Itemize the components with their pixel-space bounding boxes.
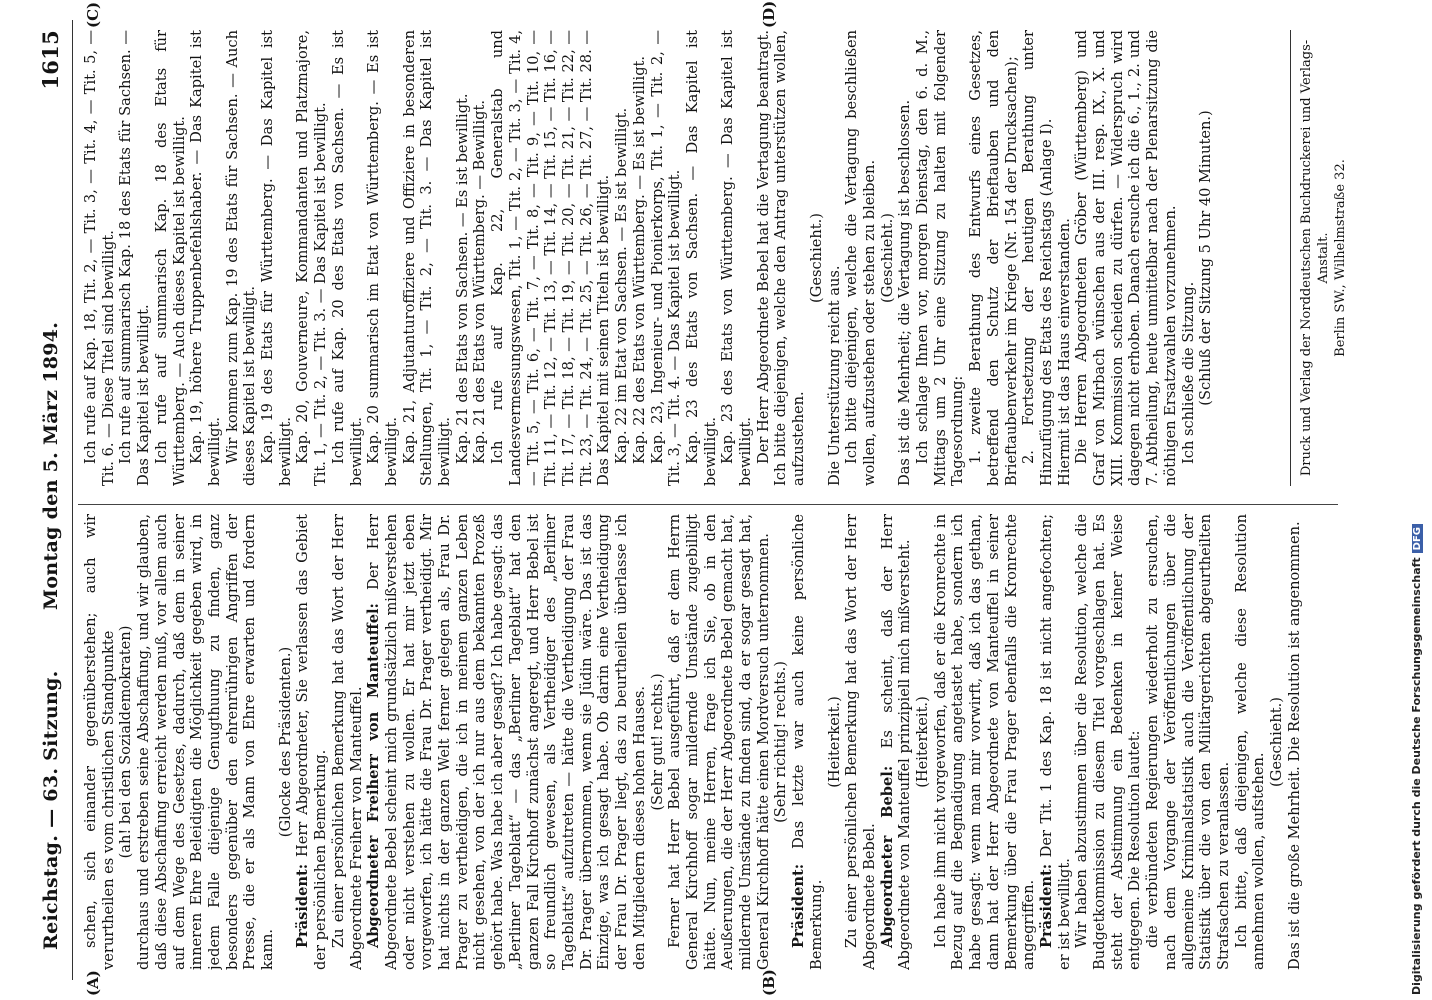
paragraph-text: Kap. 23 des Etats von Württemberg. — Das Kapitel ist bewilligt.	[719, 30, 755, 486]
paragraph-text: (Heiterkeit.)	[825, 696, 843, 788]
paragraph	[1073, 514, 1144, 970]
paragraph-text: Ich bitte, daß diejenigen, welche diese Resolution annehmen wollen, aufstehen.	[1232, 514, 1268, 970]
paragraph-text: Zu einer persönlichen Bemerkung hat das Wort der Herr Abgeordnete Freiherr von Manteuffel.	[329, 514, 365, 970]
paragraph-text: Wir haben abzustimmen über die Resolution, welche die Budgetkommission zu diesem Titel vorgeschlagen hat. Es steht der Abstimmung ein Bedenken in keiner Weise entgegen. Die Resolution lautet:	[1073, 514, 1144, 970]
speaker-label: Abgeordneter Freiherr von Manteuffel:	[365, 603, 383, 948]
paragraph	[666, 514, 772, 970]
credit-text: Digitalisierung gefördert durch die Deutsche Forschungsgemeinschaft	[1410, 557, 1423, 995]
paragraph-text: Kap. 19, höhere Truppenbefehlshaber. — Das Kapitel ist bewilligt.	[188, 30, 223, 486]
paragraph	[719, 30, 754, 486]
paragraph-text: Zu einer persönlichen Bemerkung hat das Wort der Herr Abgeordnete Bebel.	[843, 514, 878, 970]
right-column	[82, 30, 1322, 486]
dfg-logo: DFG	[1412, 524, 1423, 553]
paragraph	[401, 30, 454, 486]
paragraph-text: durchaus und erstreben seine Abschaffung, und wir glauben, daß diese Abschaffung erreicht werden muß, vor allem auch auf dem Wege des Gesetzes, dadurch, daß dem in seiner inneren Ehre Beleidigten die Möglichkeit gegeben wird, in jedem Falle diejenige Genugthuung zu finden, ganz besonders gegenüber den ehrenrührigen Angriffen der Presse, die er als Mann von Ehre erwarten und fordern kann.	[135, 514, 277, 970]
paragraph	[224, 30, 259, 486]
header-left: Reichstag. — 63. Sitzung.	[40, 670, 62, 950]
paragraph-text: Die Herren Abgeordneten Gröber (Württemberg) und Graf von Mirbach wünschen aus der III. resp. IX., X. und XIII. Kommission scheiden zu dürfen. — Widerspruch wird dagegen nicht erhoben. Danach ersuche ich die 6., 1., 2. und 7. Abtheilung, heute unmittelbar nach der Plenarsitzung die nöthigen Ersatzwahlen vorzunehmen.	[1073, 30, 1179, 486]
paragraph	[259, 30, 294, 486]
paragraph-text: Hiermit ist das Haus einverstanden.	[1055, 218, 1073, 486]
paragraph	[613, 30, 631, 486]
paragraph	[454, 30, 472, 486]
paragraph	[914, 30, 967, 486]
paragraph-text: Kap. 21 des Etats von Württemberg. — Bewilligt.	[471, 100, 489, 464]
paragraph	[649, 514, 667, 970]
paragraph-text: Ich rufe auf Kap. 20 des Etats von Sachsen. — Es ist bewilligt.	[329, 30, 365, 486]
paragraph	[826, 30, 844, 486]
paragraph	[117, 30, 152, 486]
paragraph-text: (Geschieht.)	[878, 213, 896, 303]
margin-mark-a: (A)	[84, 970, 102, 996]
paragraph-text: Die Unterstützung reicht aus.	[825, 265, 843, 486]
paragraph-text: Ich rufe auf summarisch Kap. 18 des Etats für Sachsen. — Das Kapitel ist bewilligt.	[117, 30, 153, 486]
paragraph	[365, 514, 648, 970]
paragraph	[1180, 30, 1198, 486]
paragraph	[1233, 514, 1268, 970]
paragraph-text: Kap. 21 des Etats von Sachsen. — Es ist bewilligt.	[453, 93, 471, 464]
paragraph	[1268, 514, 1286, 970]
paragraph	[826, 514, 844, 970]
paragraph-text: Ich rufe auf summarisch Kap. 18 des Etats für Württemberg. — Auch dieses Kapitel ist bewilligt.	[152, 30, 188, 486]
paragraph-text: (Glocke des Präsidenten.)	[276, 646, 294, 838]
imprint	[1298, 30, 1349, 486]
paragraph-text: Kap. 22 des Etats von Württemberg. — Es ist bewilligt.	[630, 55, 648, 464]
paragraph	[153, 30, 188, 486]
paragraph	[365, 30, 400, 486]
paragraph	[1197, 30, 1215, 486]
paragraph-text: 2. Fortsetzung der heutigen Berathung unter Hinzufügung des Etats des Reichstags (Anlage I).	[1020, 30, 1055, 486]
paragraph	[843, 30, 878, 486]
paragraph	[489, 30, 613, 486]
paragraph-text: Der Herr Abgeordnete Bebel hat die Vertagung beantragt. Ich bitte diejenigen, welche den Antrag unterstützen wollen, aufzustehen.	[754, 30, 808, 486]
paragraph-text: Ferner hat Herr Bebel ausgeführt, daß er dem Herrn General Kirchhoff sogar mildernde Umstände zugebilligt hätte. Nun, meine Herren, frage ich Sie, ob in den Aeußerungen, die der Herr Abgeordnete Bebel gemacht hat, mildernde Umstände zu finden sind, da er sogar gesagt hat, General Kirchhoff hätte einen Mordversuch unternommen.	[666, 514, 772, 970]
header-date: Montag den 5. März 1894.	[40, 321, 62, 610]
paragraph-text: Kap. 22 im Etat von Sachsen. — Es ist bewilligt.	[613, 107, 631, 464]
paragraph	[1038, 514, 1073, 970]
speaker-label: Präsident:	[294, 863, 312, 948]
page-number: 1615	[38, 30, 63, 90]
paragraph-text: Kap. 20 summarisch im Etat von Württemberg. — Es ist bewilligt.	[365, 30, 400, 486]
paragraph	[631, 30, 649, 486]
paragraph-text: Ich rufe auf Kap. 18, Tit. 2, — Tit. 3, — Tit. 4, — Tit. 5, — Tit. 6. — Diese Titel sind bewilligt.	[82, 30, 117, 486]
paragraph	[277, 514, 295, 970]
page-header	[38, 20, 68, 980]
paragraph	[932, 514, 1038, 970]
paragraph	[649, 30, 684, 486]
column-divider	[78, 504, 1338, 505]
paragraph	[1056, 30, 1074, 486]
paragraph	[294, 30, 329, 486]
paragraph-text: (Sehr gut! rechts.)	[648, 673, 666, 811]
paragraph-text: Kap. 20, Gouverneure, Kommandanten und Platzmajore, Tit. 1, — Tit. 2, — Tit. 3. — Das Kapitel ist bewilligt.	[294, 30, 330, 486]
paragraph-text: (Heiterkeit.)	[914, 696, 932, 788]
paragraph-text: Ich rufe auf Kap. 22, Generalstab und Landesvermessungswesen, Tit. 1, — Tit. 2, — Tit. 3, — Tit. 4, — Tit. 5, — Tit. 6, — Tit. 7, — Tit. 8, — Tit. 9, — Tit. 10, — Tit. 11, — Tit. 12, — Tit. 13, — Tit. 14, — Tit. 15, — Tit. 16, — Tit. 17, — Tit. 18, — Tit. 19, — Tit. 20, — Tit. 21, — Tit. 22, — Tit. 23, — Tit. 24, — Tit. 25, — Tit. 26, — Tit. 27, — Tit. 28. — Das Kapitel mit seinen Titeln ist bewilligt.	[489, 30, 613, 486]
paragraph	[1073, 30, 1179, 486]
paragraph-text: schen, sich einander gegenüberstehen; auch wir verurtheilen es vom christlichen Standpunkte	[82, 514, 117, 970]
paragraph-text: Kap. 19 des Etats für Württemberg. — Das Kapitel ist bewilligt.	[259, 30, 294, 486]
paragraph	[843, 514, 878, 970]
paragraph-text: Wir kommen zum Kap. 19 des Etats für Sachsen. — Auch dieses Kapitel ist bewilligt.	[223, 30, 259, 486]
paragraph	[1286, 514, 1304, 970]
paragraph-text: die verbündeten Regierungen wiederholt zu ersuchen, nach dem Vorgange der Veröffentlichungen über die allgemeine Kriminalstatistik auch die Veröffentlichung der Statistik über die von den Militärgerichten abgeurtheilten Strafsachen zu veranlassen.	[1144, 514, 1232, 970]
paragraph	[755, 30, 808, 486]
header-rule	[72, 20, 73, 980]
paragraph-text: Ich bitte diejenigen, welche die Vertagung beschließen wollen, aufzustehen oder stehen zu bleiben.	[843, 30, 878, 486]
paragraph	[790, 514, 825, 970]
paragraph	[808, 30, 826, 486]
paragraph-text: Ich schlage Ihnen vor, morgen Dienstag, den 6. d. M., Mittags um 2 Uhr eine Sitzung zu halten mit folgender Tagesordnung:	[914, 30, 967, 486]
paragraph-text: (Geschieht.)	[807, 213, 825, 303]
paragraph	[1144, 514, 1233, 970]
paragraph-text: (Sehr richtig! rechts.)	[772, 661, 790, 823]
paragraph-text: Kap. 23, Ingenieur- und Pionierkorps, Tit. 1, — Tit. 2, — Tit. 3, — Tit. 4. — Das Kapitel ist bewilligt.	[648, 30, 684, 486]
speaker-label: Präsident:	[1037, 863, 1055, 948]
digitization-credit	[1410, 5, 1428, 995]
paragraph	[330, 514, 365, 970]
paragraph-text: (Geschieht.)	[1268, 697, 1286, 787]
imprint-line-2: Berlin SW., Wilhelmstraße 32.	[1333, 159, 1348, 357]
paragraph	[330, 30, 365, 486]
paragraph	[188, 30, 223, 486]
paragraph	[879, 30, 897, 486]
speaker-label: Abgeordneter Bebel:	[878, 765, 896, 948]
paragraph	[117, 514, 135, 970]
paragraph-text: 1. zweite Berathung des Entwurfs eines Gesetzes, betreffend den Schutz der Brieftauben und den Brieftaubenverkehr im Kriege (Nr. 154 der Drucksachen);	[967, 30, 1020, 486]
paragraph-text: Das letzte war auch keine persönliche Bemerkung.	[790, 514, 825, 970]
margin-mark-d: (D)	[760, 0, 778, 28]
paragraph-text: Ich schließe die Sitzung.	[1179, 281, 1197, 464]
imprint-line-1: Druck und Verlag der Norddeutschen Buchdruckerei und Verlags-Anstalt.	[1299, 39, 1331, 477]
paragraph	[879, 514, 914, 970]
imprint-rule	[1290, 30, 1291, 486]
paragraph	[82, 514, 117, 970]
paragraph-text: Der Herr Abgeordnete Bebel scheint mich grundsätzlich mißverstehen oder nicht verstehen zu wollen. Er hat mir jetzt eben vorgeworfen, ich hätte die Frau Dr. Prager vertheidigt. Mir hat nichts in der ganzen Welt ferner gelegen als, Frau Dr. Prager zu vertheidigen, die ich in meinem ganzen Leben nicht gesehen, von der ich nur aus dem bekannten Prozeß gehört habe. Was habe ich aber gesagt? Ich habe gesagt: das „Berliner Tageblatt“ — das „Berliner Tageblatt“ hat den ganzen Fall Kirchhoff zunächst angeregt, und Herr Bebel ist so freundlich gewesen, als Vertheidiger des „Berliner Tageblatts“ aufzutreten — hätte die Vertheidigung der Frau Dr. Prager übernommen, wenn sie Jüdin wäre. Das ist das Einzige, was ich gesagt habe. Ob darin eine Vertheidigung der Frau Dr. Prager liegt, das zu beurtheilen überlasse ich den Mitgliedern dieses hohen Hauses.	[365, 514, 648, 970]
paragraph	[294, 514, 329, 970]
paragraph	[1020, 30, 1055, 486]
margin-mark-c: (C)	[84, 1, 102, 28]
paragraph	[967, 30, 1020, 486]
paragraph-text: Es scheint, daß der Herr Abgeordnete von Manteuffel prinzipiell mich mißversteht.	[878, 514, 914, 970]
paragraph-text: Kap. 23 des Etats von Sachsen. — Das Kapitel ist bewilligt.	[683, 30, 719, 486]
left-column	[82, 514, 1322, 970]
paragraph	[772, 514, 790, 970]
paragraph-text: (ah! bei den Sozialdemokraten)	[117, 625, 135, 859]
paragraph-text: Ich habe ihm nicht vorgeworfen, daß er die Kronrechte in Bezug auf die Begnadigung angetastet habe, sondern ich habe gesagt: wenn man mir vorwirft, daß ich das gethan, dann hat der Herr Abgeordnete von Manteuffel in seiner Bemerkung über die Frau Prager ebenfalls die Kronrechte angegriffen.	[931, 514, 1038, 970]
paragraph-text: (Schluß der Sitzung 5 Uhr 40 Minuten.)	[1197, 110, 1215, 406]
paragraph	[471, 30, 489, 486]
paragraph	[82, 30, 117, 486]
paragraph-text: Das ist die große Mehrheit. Die Resolution ist angenommen.	[1285, 521, 1303, 970]
paragraph	[896, 30, 914, 486]
paragraph	[684, 30, 719, 486]
paragraph-text: Kap. 21, Adjutanturoffiziere und Offiziere in besonderen Stellungen, Tit. 1, — Tit. 2, — Tit. 3. — Das Kapitel ist bewilligt.	[400, 30, 454, 486]
paragraph-text: Das ist die Mehrheit; die Vertagung ist beschlossen.	[896, 99, 914, 486]
paragraph	[135, 514, 277, 970]
margin-mark-b: (B)	[760, 969, 778, 996]
paragraph-text: Der Tit. 1 des Kap. 18 ist nicht angefochten; er ist bewilligt.	[1037, 514, 1073, 970]
speaker-label: Präsident:	[790, 863, 808, 948]
paragraph-text: Herr Abgeordneter, Sie verlassen das Gebiet der persönlichen Bemerkung.	[294, 514, 330, 970]
paragraph	[914, 514, 932, 970]
